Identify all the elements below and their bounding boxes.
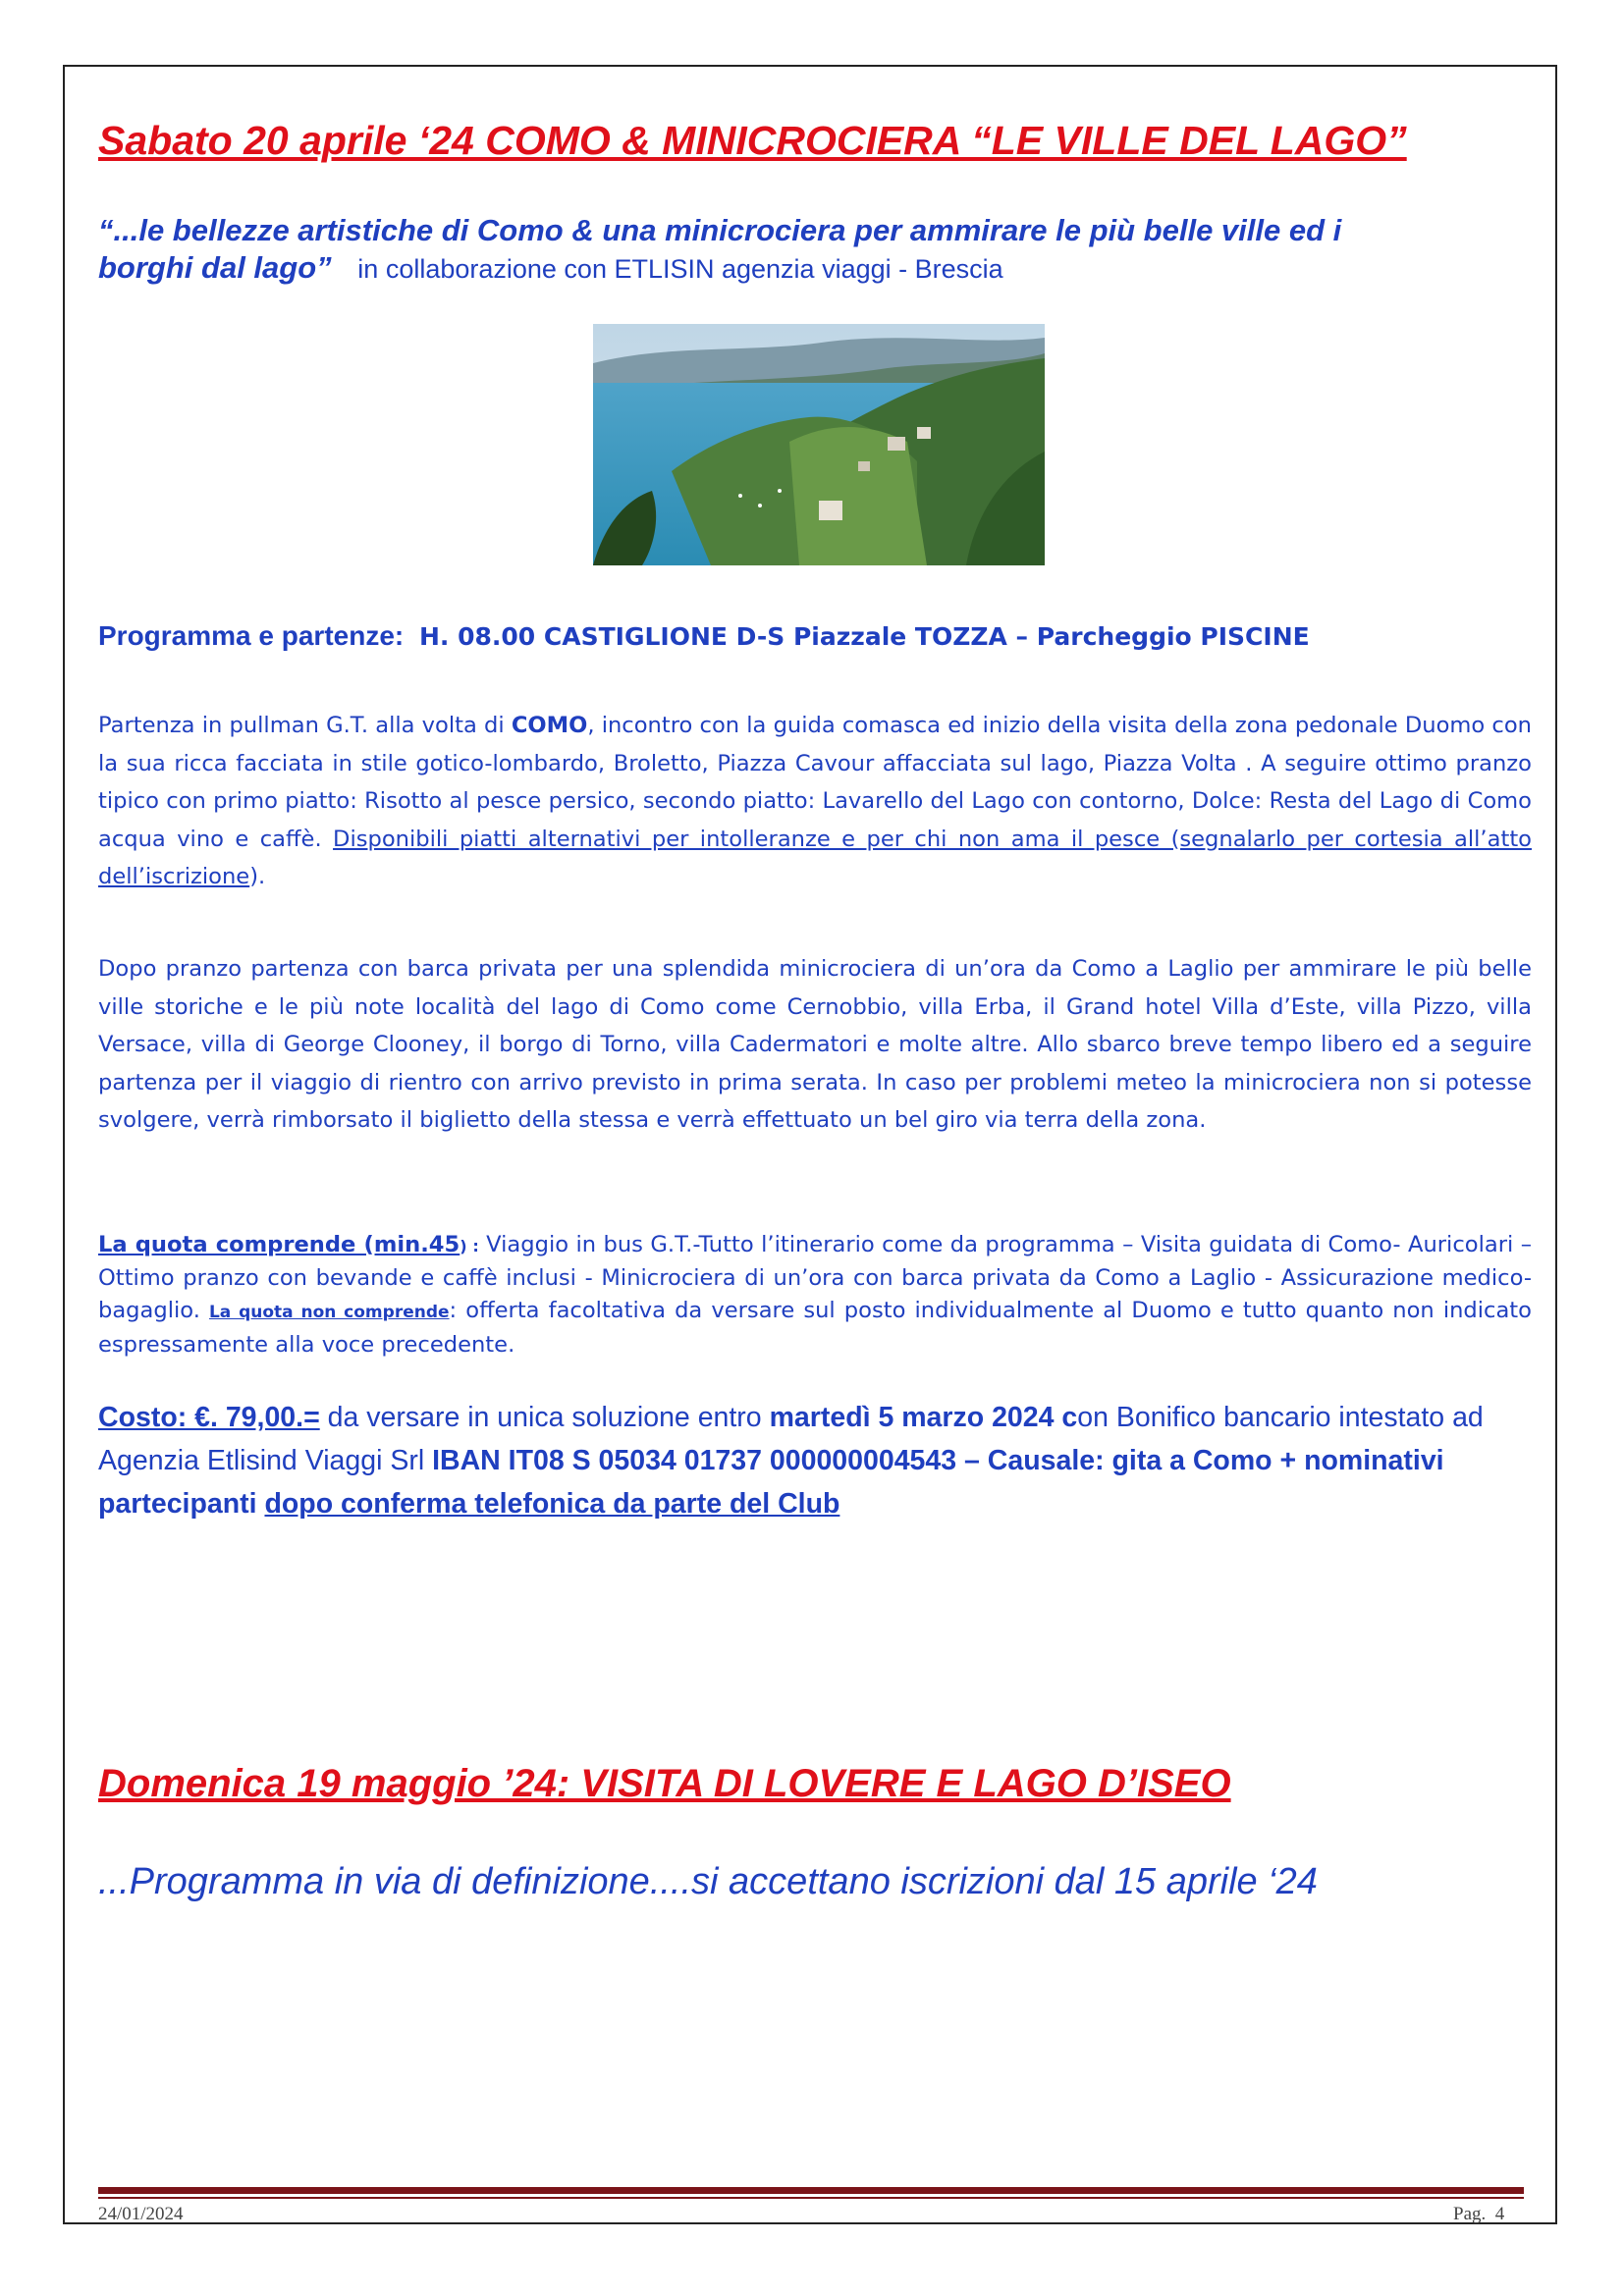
cost-text-1: da versare in unica soluzione entro	[319, 1402, 770, 1433]
program-label: Programma e partenze:	[98, 620, 405, 651]
quota-comprende-text: Viaggio in bus G.T.-Tutto l’itinerario come da programma – Visita guidata di Como- Auricolari – Ottimo pranzo con bevande e caffè inclusi - Minicrociera di un’ora con barca privata da Como a Laglio - Assicurazione medico-bagaglio.	[98, 1232, 1532, 1323]
quota-comprende-label: La quota comprende (min.45	[98, 1232, 460, 1257]
footer-page-number: Pag. 4	[1453, 2204, 1505, 2224]
subtitle-line-1: “...le bellezze artistiche di Como & una minicrociera per ammirare le più belle ville ed i	[98, 213, 1342, 247]
cost-deadline: martedì 5 marzo 2024 c	[769, 1402, 1078, 1433]
footer-rule-thin	[98, 2197, 1524, 2199]
lake-como-photo	[593, 324, 1045, 565]
subtitle-collaboration: in collaborazione con ETLISIN agenzia viaggi - Brescia	[357, 254, 1003, 284]
cost-label: Costo: €. 79,00.=	[98, 1402, 320, 1433]
program-departure	[98, 616, 1310, 657]
cost-iban: IBAN IT08 S 05034 01737 000000004543 – Causale: gita a Como + nominativi partecipanti	[98, 1445, 1444, 1520]
cost-text-2: on Bonifico bancario intestato ad Agenzia Etlisind Viaggi Srl	[98, 1402, 1484, 1476]
quota-comprende-suffix: ) :	[460, 1237, 479, 1255]
subtitle-line-2: borghi dal lago”	[98, 250, 332, 285]
quota-non-comprende-label: La quota non comprende	[208, 1303, 450, 1322]
cruise-paragraph: Dopo pranzo partenza con barca privata per una splendida minicrociera di un’ora da Como a Laglio per ammirare le più belle ville storiche e le più note località del lago di Como come Cernobbio, villa Erba, il Grand hotel Villa d’Este, villa Pizzo, villa Versace, villa di George Clooney, il borgo di Torno, villa Cadermatori e molte altre. Allo sbarco breve tempo libero ed a seguire partenza per il viaggio di rientro con arrivo previsto in prima serata. In caso per problemi meteo la minicrociera non si potesse svolgere, verrà rimborsato il biglietto della stessa e verrà effettuato un bel giro via terra della zona.	[98, 956, 1532, 1133]
footer-date: 24/01/2024	[98, 2204, 184, 2224]
lake-photo-illustration	[593, 324, 1045, 565]
itinerary-text-1: Partenza in pullman G.T. alla volta di	[98, 713, 512, 738]
itinerary-alternative-note: Disponibili piatti alternativi per intolleranze e per chi non ama il pesce (segnalarlo per cortesia all’atto dell’iscrizione	[98, 826, 1533, 889]
cost-confirm-note: dopo conferma telefonica da parte del Club	[264, 1488, 840, 1520]
event-subtitle	[98, 212, 1492, 288]
quota-non-comprende-text: : offerta facoltativa da versare sul posto individualmente al Duomo e tutto quanto non indicato espressamente alla voce precedente.	[98, 1298, 1532, 1358]
itinerary-text-2: , incontro con la guida comasca ed inizio della visita della zona pedonale Duomo con la sua ricca facciata in stile gotico-lombardo, Broletto, Piazza Cavour affacciata sul lago, Piazza Volta . A seguire ottimo pranzo tipico con primo piatto: Risotto al pesce persico, secondo piatto: Lavarello del Lago con contorno, Dolce: Resta del Lago di Como acqua vino e caffè.	[98, 713, 1532, 852]
cost-paragraph	[98, 1396, 1532, 1525]
itinerary-como-bold: COMO	[511, 713, 588, 738]
second-event-subtitle: ...Programma in via di definizione....si accettano iscrizioni dal 15 aprile ‘24	[98, 1861, 1318, 1902]
itinerary-paragraph	[98, 707, 1532, 896]
second-event-title: Domenica 19 maggio ’24: VISITA DI LOVERE E LAGO D’ISEO	[98, 1762, 1231, 1805]
event-title: Sabato 20 aprile ‘24 COMO & MINICROCIERA “LE VILLE DEL LAGO”	[98, 118, 1407, 163]
itinerary-text-end: ).	[249, 864, 266, 889]
program-details: H. 08.00 CASTIGLIONE D-S Piazzale TOZZA – Parcheggio PISCINE	[419, 622, 1310, 651]
quota-paragraph	[98, 1229, 1532, 1362]
footer-rule-thick	[98, 2187, 1524, 2194]
